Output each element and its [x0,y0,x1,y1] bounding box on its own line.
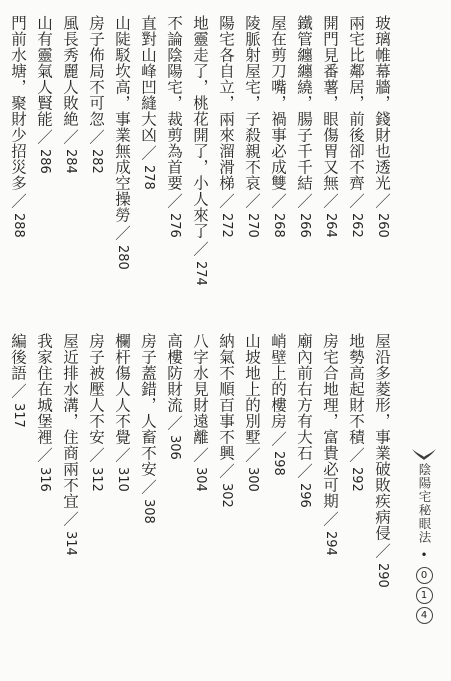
toc-entry-title: 玻璃帷幕牆，錢財也透光 [373,15,391,191]
toc-separator: ／ [217,463,235,479]
toc-page-number: 262 [349,213,364,238]
toc-separator: ／ [87,447,105,463]
toc-entry-title: 房子佈局不可忽 [87,15,105,127]
toc-separator: ／ [321,511,339,527]
page-number-digit-3: 4 [416,607,433,624]
toc-entry-title: 廟內前右方有大石 [295,333,313,461]
toc-page-number: 286 [37,149,52,174]
toc-entry [31,333,57,588]
toc-entry [31,15,57,286]
toc-entry [343,333,369,588]
toc-entry [239,15,265,286]
toc-entry [57,333,83,588]
toc-entry-title: 山陡駁坎高，事業無成空操勞 [113,15,131,223]
toc-entry [135,333,161,588]
toc-page-number: 296 [297,483,312,508]
toc-entry [291,15,317,286]
toc-entry [291,333,317,588]
book-title: 陰陽宅秘眼法 [417,463,432,544]
toc-page-number: 266 [297,213,312,238]
toc-entry [239,333,265,588]
toc-page-number: 300 [245,467,260,492]
toc-entry-title: 門前水塘，聚財少招災多 [9,15,27,191]
toc-separator: ／ [139,145,157,161]
toc-page-number: 290 [375,563,390,588]
toc-separator: ／ [347,193,365,209]
toc-separator: ／ [321,193,339,209]
toc-separator: ／ [87,129,105,145]
toc-entry [109,15,135,286]
toc-entry [57,15,83,286]
toc-lower-section [5,333,395,588]
toc-page-number: 302 [219,483,234,508]
toc-entry [317,15,343,286]
toc-entry-title: 地勢高起財不積 [347,333,365,445]
toc-page-number: 264 [323,213,338,238]
toc-upper-section [5,15,395,286]
toc-separator: ／ [61,129,79,145]
toc-page-number: 278 [141,165,156,190]
toc-separator: ／ [373,543,391,559]
toc-page-number: 317 [11,403,26,428]
toc-separator: ／ [243,447,261,463]
toc-page-number: 316 [37,467,52,492]
toc-separator: ／ [9,383,27,399]
toc-separator: ／ [113,225,131,241]
toc-entry-title: 不論陰陽宅，裁剪為首要 [165,15,183,191]
toc-entry-title: 屋近排水溝，住商兩不宜 [61,333,79,509]
toc-page-number: 270 [245,213,260,238]
toc-separator: ／ [269,193,287,209]
toc-entry [187,333,213,588]
toc-entry-title: 陵脈射屋宅，子殺親不哀 [243,15,261,191]
toc-entry [187,15,213,286]
toc-page-number: 274 [193,261,208,286]
toc-entry-title: 編後語 [9,333,27,381]
toc-entry-title: 納氣不順百事不興 [217,333,235,461]
toc-page-number: 276 [167,213,182,238]
toc-separator: ／ [61,511,79,527]
toc-separator: ／ [191,447,209,463]
toc-page-number: 308 [141,499,156,524]
running-footer [403,445,445,665]
toc-entry-title: 房子被壓人不安 [87,333,105,445]
toc-entry [83,15,109,286]
toc-page-number: 284 [63,149,78,174]
toc-page-number: 292 [349,467,364,492]
toc-entry-title: 欄杆傷人人不覺 [113,333,131,445]
toc-separator: ／ [9,193,27,209]
toc-entry [161,333,187,588]
toc-entry-title: 高樓防財流 [165,333,183,413]
toc-separator: ／ [113,447,131,463]
toc-entry-title: 屋在剪刀嘴，禍事必成雙 [269,15,287,191]
toc-page-number: 294 [323,531,338,556]
toc-entry [317,333,343,588]
toc-entry [369,333,395,588]
toc-separator: ／ [139,479,157,495]
toc-page-number: 312 [89,467,104,492]
page-number-digit-2: 1 [416,587,433,604]
toc-page-number: 304 [193,467,208,492]
toc-entry-title: 兩宅比鄰居，前後卻不齊 [347,15,365,191]
toc-entry [5,333,31,588]
toc-entry-title: 陽宅各自立，兩來溜滑梯 [217,15,235,191]
toc-separator: ／ [347,447,365,463]
toc-entry [213,333,239,588]
toc-entry-title: 我家住在城堡裡 [35,333,53,445]
toc-entry [135,15,161,286]
toc-page-number: 306 [167,435,182,460]
toc-entry [161,15,187,286]
toc-entry [5,15,31,286]
toc-page-number: 260 [375,213,390,238]
toc-page-number: 298 [271,451,286,476]
toc-entry-title: 房宅合地理，富貴必可期 [321,333,339,509]
toc-entry [265,15,291,286]
toc-entry-title: 峭壁上的樓房 [269,333,287,429]
toc-page-number: 282 [89,149,104,174]
toc-entry-title: 山坡地上的別墅 [243,333,261,445]
toc-entry-title: 直對山峰凹縫大凶 [139,15,157,143]
toc-separator: ／ [269,431,287,447]
toc-separator: ／ [373,193,391,209]
toc-separator: ／ [295,193,313,209]
toc-page-number: 310 [115,467,130,492]
toc-entry-title: 八字水見財遠離 [191,333,209,445]
toc-page-number: 288 [11,213,26,238]
toc-separator: ／ [295,463,313,479]
toc-entry-title: 屋沿多菱形，事業破敗疾病侵 [373,333,391,541]
footer-dot: • [420,548,428,562]
toc-separator: ／ [191,241,209,257]
toc-separator: ／ [35,129,53,145]
toc-separator: ／ [165,193,183,209]
toc-page-number: 280 [115,245,130,270]
toc-entry-title: 鐵管纏纏繞，腸子千千結 [295,15,313,191]
toc-separator: ／ [165,415,183,431]
toc-entry [265,333,291,588]
toc-entry-title: 山有靈氣人賢能 [35,15,53,127]
toc-entry-title: 風長秀麗人敗絶 [61,15,79,127]
page-number-digit-1: 0 [416,567,433,584]
toc-entry [83,333,109,588]
toc-entry-title: 地靈走了，桃花開了，小人來了 [191,15,209,239]
toc-entry [213,15,239,286]
toc-entry-title: 房子蓋錯，人畜不安 [139,333,157,477]
toc-page-number: 272 [219,213,234,238]
toc-entry-title: 開門見番薯，眼傷胃又無 [321,15,339,191]
toc-entry [109,333,135,588]
toc-page-number: 268 [271,213,286,238]
toc-separator: ／ [217,193,235,209]
toc-page-number: 314 [63,531,78,556]
toc-entry [343,15,369,286]
toc-separator: ／ [243,193,261,209]
toc-entry [369,15,395,286]
toc-separator: ／ [35,447,53,463]
